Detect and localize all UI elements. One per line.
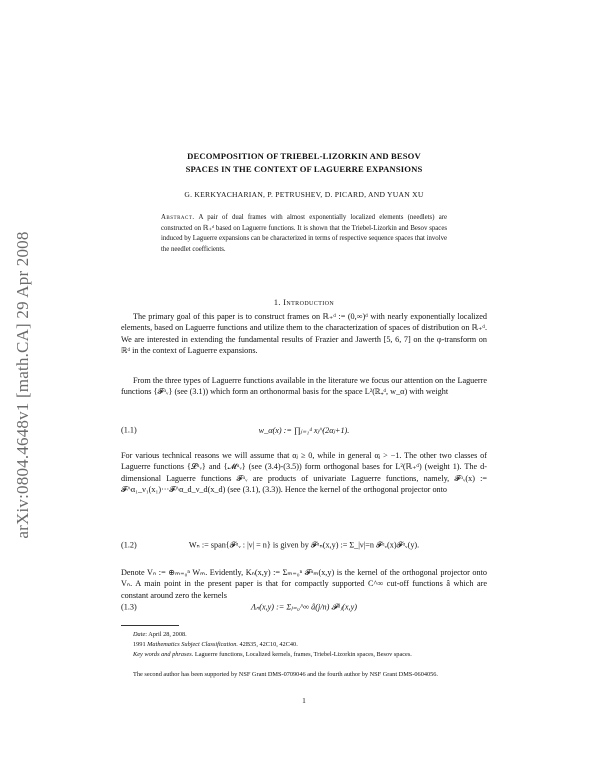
- equation-1-3: [121, 592, 487, 622]
- equation-number: (1.2): [121, 540, 137, 550]
- footnote-keywords-label: Key words and phrases.: [133, 651, 194, 658]
- equation-1-2: [121, 530, 487, 560]
- paper-title: [121, 150, 487, 176]
- footnote-rule: [121, 625, 179, 626]
- abstract-text: A pair of dual frames with almost exponentially localized elements (needlets) are constructed on ℝ₊ᵈ based on Laguerre functions. It is shown that the Triebel-Lizorkin and Besov spaces induced by Laguerre expansions can be characterized in terms of respective sequence spaces that involve the needlet coefficients.: [161, 214, 447, 253]
- intro-paragraph-2: From the three types of Laguerre functions available in the literature we focus our attention on the Laguerre functions {𝓕ᵅᵥ} (see (3.1)) which form an orthonormal basis for the space L²(ℝ₊ᵈ, w_α) with weight: [121, 376, 487, 397]
- equation-number: (1.3): [121, 602, 137, 612]
- footnote-msc-prefix: 1991: [133, 641, 148, 648]
- intro-paragraph-3: For various technical reasons we will assume that αⱼ ≥ 0, while in general αⱼ > −1. The other two classes of Laguerre functions {𝓛ᵅᵥ} and {𝓜ᵅᵥ} (see (3.4)-(3.5)) form orthogonal bases for L²(ℝ₊ᵈ) (weight 1). The d-dimensional Laguerre functions 𝓕ᵅᵥ are products of univariate Laguerre functions, namely, 𝓕ᵅᵥ(x) := 𝓕^α₁_ν₁(x₁)···𝓕^α_d_ν_d(x_d) (see (3.1), (3.3)). Hence the kernel of the orthogonal projector onto: [121, 451, 487, 495]
- footnote-grant: The second author has been supported by NSF Grant DMS-0709046 and the fourth author by NSF Grant DMS-0604056.: [133, 671, 439, 678]
- footnote-date: [121, 630, 487, 639]
- footnote-keywords-value: Laguerre functions, Localized kernels, frames, Triebel-Lizorkin spaces, Besov spaces.: [193, 651, 412, 658]
- footnote-keywords: [121, 650, 487, 659]
- page-number: 1: [302, 696, 306, 705]
- intro-paragraph-4: Denote Vₙ := ⊕ₘ₌₀ⁿ Wₘ. Evidently, Kₙ(x,y) := Σₘ₌₀ⁿ 𝓕ᵅₘ(x,y) is the kernel of the orthogonal projector onto Vₙ. A main point in the present paper is that for compactly supported C^∞ cut-off functions â which are constant around zero the kernels: [121, 568, 487, 600]
- arxiv-stamp-text: arXiv:0804.4648v1 [math.CA] 29 Apr 2008: [13, 231, 32, 539]
- author-list: G. KERKYACHARIAN, P. PETRUSHEV, D. PICARD, AND YUAN XU: [184, 190, 424, 199]
- abstract: [161, 213, 447, 255]
- equation-1-1: [121, 415, 487, 445]
- footnote-date-value: : April 28, 2008.: [145, 631, 187, 638]
- intro-paragraph-1: The primary goal of this paper is to construct frames on ℝ₊ᵈ := (0,∞)ᵈ with nearly exponentially localized elements, based on Laguerre functions and utilize them to the characterization of spaces of distribution on ℝ₊ᵈ. We are interested in extending the fundamental results of Frazier and Jawerth [5, 6, 7] on the φ-transform on ℝᵈ in the context of Laguerre expansions.: [121, 312, 487, 356]
- equation-body: w_α(x) := ∏ⱼ₌₁ᵈ xⱼ^(2αⱼ+1).: [258, 426, 350, 435]
- footnote-msc-value: 42B35, 42C10, 42C40.: [237, 641, 298, 648]
- equation-number: (1.1): [121, 425, 137, 435]
- footnote-msc: [121, 640, 487, 649]
- section-heading: 1. Introduction: [273, 298, 335, 307]
- equation-body: Λₙ(x,y) := Σⱼ₌₀^∞ â(j/n) 𝓕ᵅⱼ(x,y): [251, 602, 357, 612]
- footnote-date-label: Date: [133, 631, 146, 638]
- title-line-2: SPACES IN THE CONTEXT OF LAGUERRE EXPANSIONS: [185, 164, 423, 174]
- arxiv-stamp: [10, 150, 36, 620]
- title-line-1: DECOMPOSITION OF TRIEBEL-LIZORKIN AND BESOV: [187, 151, 421, 161]
- abstract-label: Abstract.: [161, 214, 195, 221]
- equation-body: Wₙ := span{𝓕ᵅᵥ : |ν| = n} is given by 𝓕ᵅₙ(x,y) := Σ_|ν|=n 𝓕ᵅᵥ(x)𝓕ᵅᵥ(y).: [188, 540, 420, 550]
- footnote-msc-label: Mathematics Subject Classification.: [147, 641, 238, 648]
